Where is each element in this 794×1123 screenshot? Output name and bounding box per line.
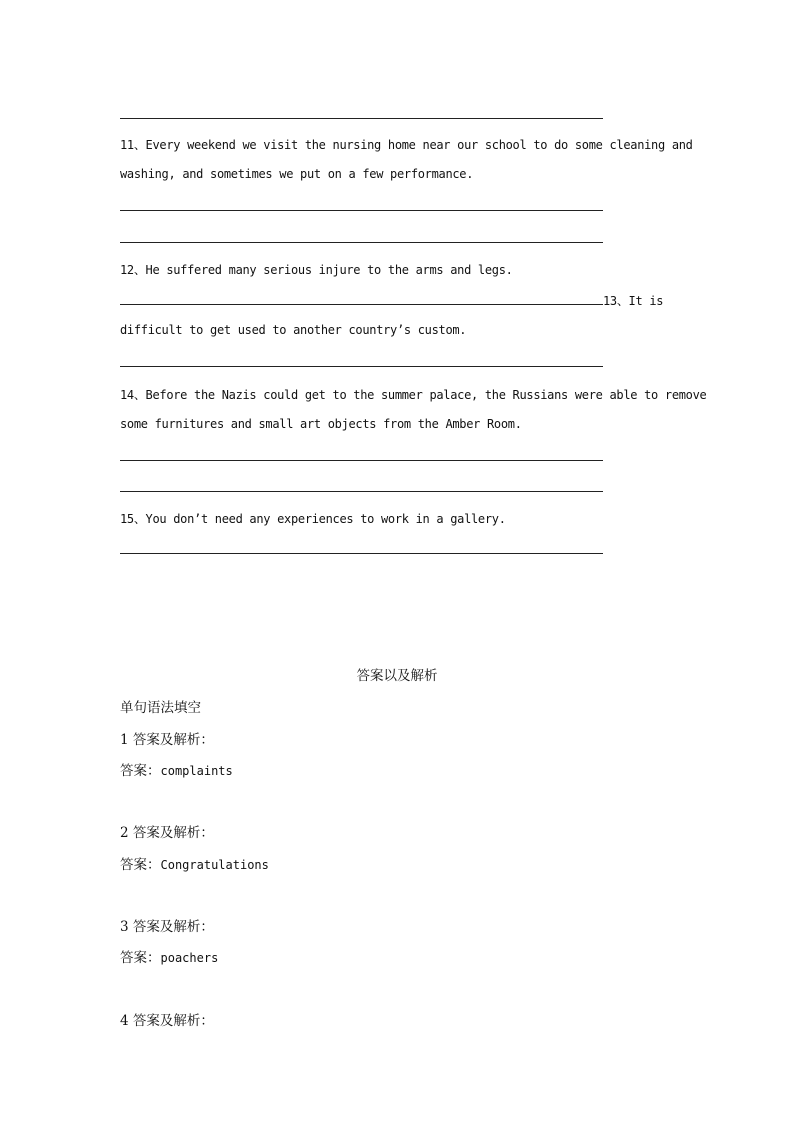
answer-value: Congratulations	[160, 858, 269, 872]
answer-1-heading: 1 答案及解析：	[120, 732, 214, 748]
answer-3	[120, 946, 218, 966]
answer-label: 答案：	[120, 763, 161, 779]
answer-label: 答案：	[120, 950, 161, 966]
question-13-start: 13、It is	[603, 294, 664, 308]
answer-3-heading: 3 答案及解析：	[120, 919, 214, 935]
question-14-line-1: 14、Before the Nazis could get to the summer palace, the Russians were able to remove	[120, 388, 707, 402]
answer-label: 答案：	[120, 857, 161, 873]
question-15-line-1: 15、You don’t need any experiences to work in a gallery.	[120, 512, 506, 526]
answer-line	[120, 491, 603, 492]
answer-line	[120, 460, 603, 461]
question-11-line-1: 11、Every weekend we visit the nursing home near our school to do some cleaning and	[120, 138, 693, 152]
answer-line	[120, 304, 603, 305]
question-13-line-2: difficult to get used to another country’s custom.	[120, 323, 467, 337]
question-11-line-2: washing, and sometimes we put on a few performance.	[120, 167, 474, 181]
answer-line	[120, 242, 603, 243]
answer-4-heading: 4 答案及解析：	[120, 1013, 214, 1029]
answer-line	[120, 118, 603, 119]
answer-2-heading: 2 答案及解析：	[120, 825, 214, 841]
answer-line	[120, 553, 603, 554]
answers-subtitle: 单句语法填空	[120, 700, 201, 716]
question-12-line-1: 12、He suffered many serious injure to the arms and legs.	[120, 263, 513, 277]
answer-value: poachers	[160, 951, 219, 965]
answer-line	[120, 210, 603, 211]
answer-1	[120, 759, 233, 779]
answer-2	[120, 853, 269, 873]
question-14-line-2: some furnitures and small art objects from the Amber Room.	[120, 417, 522, 431]
answer-line	[120, 366, 603, 367]
answers-title: 答案以及解析	[356, 668, 438, 684]
answer-value: complaints	[160, 764, 233, 778]
